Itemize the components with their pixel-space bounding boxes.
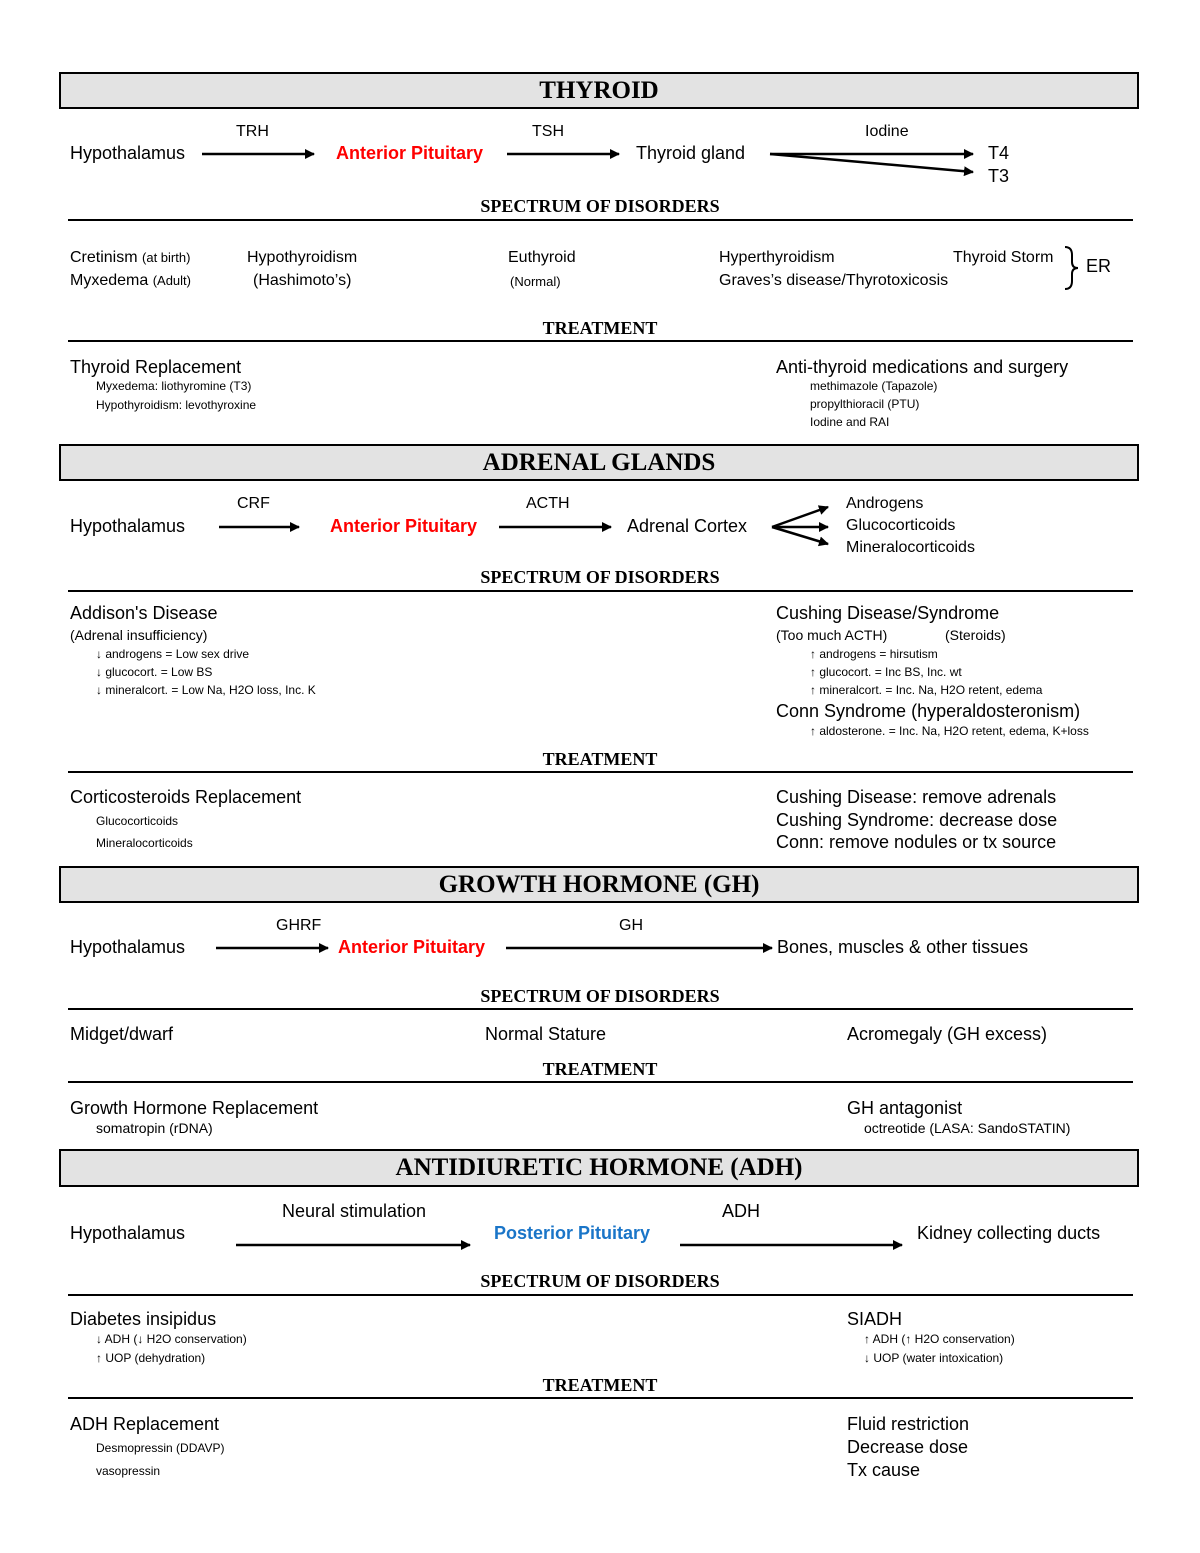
adrenal-crf: CRF <box>237 495 270 512</box>
thyroid-hashimoto: (Hashimoto’s) <box>253 272 352 289</box>
adrenal-addison-item: ↓ mineralcort. = Low Na, H2O loss, Inc. K <box>96 683 316 697</box>
gh-spectrum-heading: SPECTRUM OF DISORDERS <box>480 986 720 1006</box>
adh-right-item: Tx cause <box>847 1460 921 1480</box>
adrenal-spectrum-heading: SPECTRUM OF DISORDERS <box>480 567 720 587</box>
thyroid-spectrum-heading: SPECTRUM OF DISORDERS <box>480 196 720 216</box>
thyroid-tsh: TSH <box>532 123 564 140</box>
thyroid-replacement-item: Hypothyroidism: levothyroxine <box>96 398 257 412</box>
adh-target: Kidney collecting ducts <box>917 1223 1101 1243</box>
adrenal-cushing-item: ↑ androgens = hirsutism <box>810 647 938 661</box>
adh-di-item: ↓ ADH (↓ H2O conservation) <box>96 1332 247 1346</box>
adrenal-addison-sub: (Adrenal insufficiency) <box>70 627 208 643</box>
adh-siadh-item: ↓ UOP (water intoxication) <box>864 1351 1004 1365</box>
thyroid-normal: (Normal) <box>510 274 561 289</box>
gh-antagonist: GH antagonist <box>847 1098 963 1118</box>
thyroid-banner: THYROID <box>59 72 1139 109</box>
adh-banner: ANTIDIURETIC HORMONE (ADH) <box>59 1149 1139 1187</box>
adh-neural: Neural stimulation <box>282 1201 427 1221</box>
adrenal-addison: Addison's Disease <box>70 603 218 623</box>
adh-adh-label: ADH <box>722 1201 761 1221</box>
adrenal-treatment-heading: TREATMENT <box>542 749 658 769</box>
adrenal-anterior-pituitary: Anterior Pituitary <box>330 516 478 536</box>
gh-normal: Normal Stature <box>485 1024 607 1044</box>
adh-hypothalamus: Hypothalamus <box>70 1223 186 1243</box>
arrow-androgens <box>772 507 828 527</box>
adh-treatment-heading: TREATMENT <box>542 1375 658 1395</box>
thyroid-myxedema: Myxedema (Adult) <box>70 272 191 289</box>
gh-acromegaly: Acromegaly (GH excess) <box>847 1024 1048 1044</box>
gh-anterior-pituitary: Anterior Pituitary <box>338 937 486 957</box>
adh-right-item: Fluid restriction <box>847 1414 970 1434</box>
divider <box>68 1397 1133 1399</box>
thyroid-replacement: Thyroid Replacement <box>70 357 242 377</box>
adrenal-glucocorticoids: Glucocorticoids <box>846 517 956 534</box>
arrow-mineralocorticoids <box>772 527 828 544</box>
adrenal-cushing-sub-steroids: (Steroids) <box>945 627 1006 643</box>
thyroid-anti: Anti-thyroid medications and surgery <box>776 357 1069 377</box>
gh-replacement: Growth Hormone Replacement <box>70 1098 319 1118</box>
thyroid-anti-item: methimazole (Tapazole) <box>810 379 938 393</box>
gh-replacement-item: somatropin (rDNA) <box>96 1120 213 1136</box>
thyroid-treatment-heading: TREATMENT <box>542 318 658 338</box>
adrenal-banner: ADRENAL GLANDS <box>59 444 1139 481</box>
thyroid-anterior-pituitary: Anterior Pituitary <box>336 143 484 163</box>
divider <box>68 1008 1133 1010</box>
gh-banner: GROWTH HORMONE (GH) <box>59 866 1139 903</box>
thyroid-trh: TRH <box>236 123 269 140</box>
gh-treatment-heading: TREATMENT <box>542 1059 658 1079</box>
thyroid-cretinism: Cretinism (at birth) <box>70 249 191 266</box>
adrenal-conn: Conn Syndrome (hyperaldosteronism) <box>776 701 1081 721</box>
gh-gh-label: GH <box>619 917 643 934</box>
thyroid-replacement-item: Myxedema: liothyromine (T3) <box>96 379 252 393</box>
arrow-t3 <box>770 154 973 172</box>
thyroid-euthyroid: Euthyroid <box>508 249 576 266</box>
gh-hypothalamus: Hypothalamus <box>70 937 186 957</box>
adrenal-androgens: Androgens <box>846 495 924 512</box>
adrenal-cushing: Cushing Disease/Syndrome <box>776 603 1000 623</box>
thyroid-anti-item: propylthioracil (PTU) <box>810 397 920 411</box>
adrenal-conn-item: ↑ aldosterone. = Inc. Na, H2O retent, edema, K+loss <box>810 724 1089 738</box>
gh-antagonist-item: octreotide (LASA: SandoSTATIN) <box>864 1120 1071 1136</box>
adrenal-right-item: Conn: remove nodules or tx source <box>776 832 1057 852</box>
divider <box>68 590 1133 592</box>
thyroid-hypothyroidism: Hypothyroidism <box>247 249 358 266</box>
adrenal-acth: ACTH <box>526 495 570 512</box>
adrenal-right-item: Cushing Syndrome: decrease dose <box>776 810 1058 830</box>
thyroid-graves: Graves’s disease/Thyrotoxicosis <box>719 272 949 289</box>
thyroid-t3: T3 <box>988 166 1010 186</box>
adh-right-item: Decrease dose <box>847 1437 969 1457</box>
adrenal-cushing-item: ↑ glucocort. = Inc BS, Inc. wt <box>810 665 962 679</box>
divider <box>68 340 1133 342</box>
gh-ghrf: GHRF <box>276 917 322 934</box>
divider <box>68 1294 1133 1296</box>
adh-posterior-pituitary: Posterior Pituitary <box>494 1223 651 1243</box>
adrenal-addison-item: ↓ androgens = Low sex drive <box>96 647 250 661</box>
thyroid-t4: T4 <box>988 143 1010 163</box>
adrenal-replacement-item: Mineralocorticoids <box>96 836 193 850</box>
adh-replacement-item: vasopressin <box>96 1464 161 1478</box>
adrenal-replacement-item: Glucocorticoids <box>96 814 179 828</box>
adh-di: Diabetes insipidus <box>70 1309 217 1329</box>
thyroid-hypothalamus: Hypothalamus <box>70 143 186 163</box>
adh-replacement: ADH Replacement <box>70 1414 220 1434</box>
adh-di-item: ↑ UOP (dehydration) <box>96 1351 206 1365</box>
thyroid-anti-item: Iodine and RAI <box>810 415 890 429</box>
adh-spectrum-heading: SPECTRUM OF DISORDERS <box>480 1271 720 1291</box>
thyroid-storm: Thyroid Storm <box>953 249 1054 266</box>
gh-dwarf: Midget/dwarf <box>70 1024 174 1044</box>
adrenal-hypothalamus: Hypothalamus <box>70 516 186 536</box>
adrenal-replacement: Corticosteroids Replacement <box>70 787 302 807</box>
adrenal-cushing-item: ↑ mineralcort. = Inc. Na, H2O retent, edema <box>810 683 1043 697</box>
thyroid-hyperthyroidism: Hyperthyroidism <box>719 249 835 266</box>
divider <box>68 1081 1133 1083</box>
adh-siadh: SIADH <box>847 1309 903 1329</box>
adh-replacement-item: Desmopressin (DDAVP) <box>96 1441 225 1455</box>
adrenal-addison-item: ↓ glucocort. = Low BS <box>96 665 213 679</box>
thyroid-iodine: Iodine <box>865 123 909 140</box>
adrenal-cortex: Adrenal Cortex <box>627 516 748 536</box>
divider <box>68 219 1133 221</box>
adrenal-mineralocorticoids: Mineralocorticoids <box>846 539 975 556</box>
gh-target: Bones, muscles & other tissues <box>777 937 1029 957</box>
adrenal-cushing-sub-acth: (Too much ACTH) <box>776 627 888 643</box>
divider <box>68 771 1133 773</box>
er-brace <box>1065 247 1078 289</box>
thyroid-er: ER <box>1086 256 1112 276</box>
adrenal-right-item: Cushing Disease: remove adrenals <box>776 787 1057 807</box>
thyroid-gland: Thyroid gland <box>636 143 746 163</box>
adh-siadh-item: ↑ ADH (↑ H2O conservation) <box>864 1332 1015 1346</box>
